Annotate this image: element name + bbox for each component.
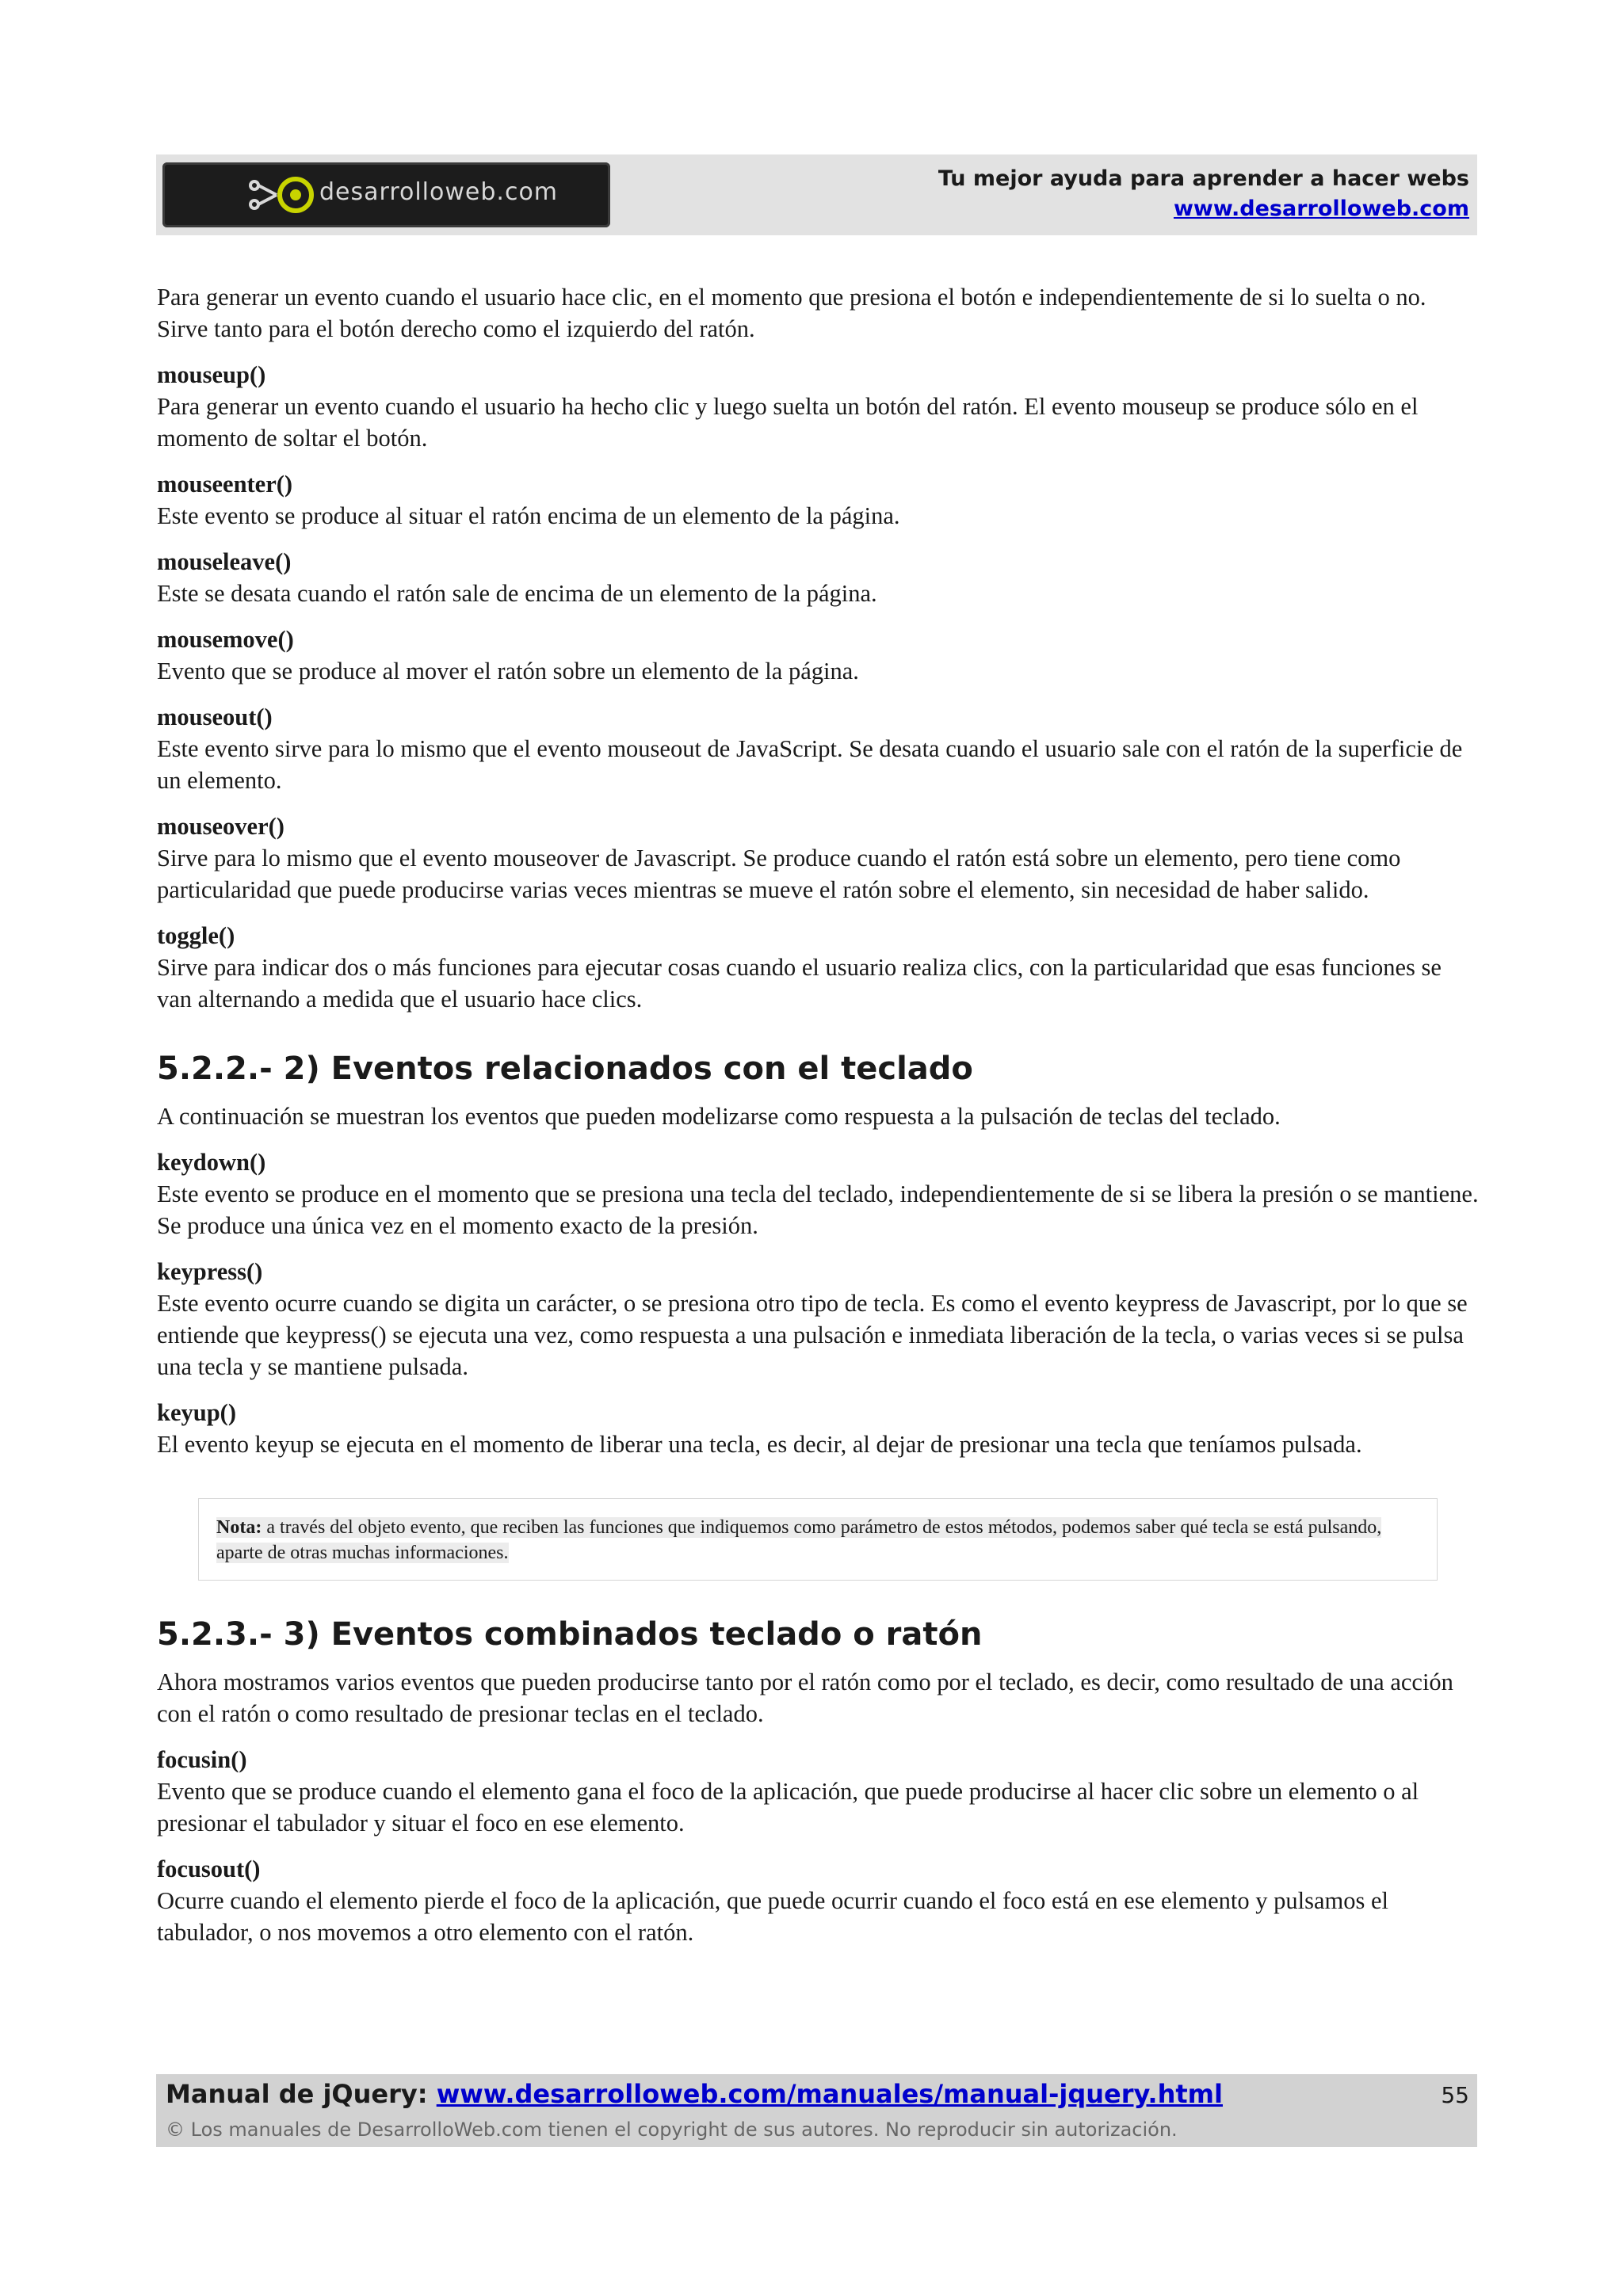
event-description: Este evento ocurre cuando se digita un carácter, o se presiona otro tipo de tecla. Es como el evento keypress de Javascript, por lo que se entiende que keypress() se ejecuta una vez, como respuesta a una pulsación e inmediata liberación de la tecla, o varias veces si se pulsa una tecla y se mantiene pulsada. — [157, 1290, 1468, 1380]
event-term: mouseout() — [157, 704, 273, 730]
event-description: Sirve para indicar dos o más funciones para ejecutar cosas cuando el usuario realiza clics, con la particularidad que esas funciones se van alternando a medida que el usuario hace clics. — [157, 954, 1442, 1013]
combined-events-list — [157, 1744, 1479, 1948]
event-term: focusout() — [157, 1855, 261, 1882]
event-description: Evento que se produce al mover el ratón sobre un elemento de la página. — [157, 658, 859, 685]
event-term: keyup() — [157, 1399, 236, 1426]
intro-paragraph: Para generar un evento cuando el usuario hace clic, en el momento que presiona el botón e independientemente de si lo suelta o no. Sirve tanto para el botón derecho como el izquierdo del ratón. — [157, 284, 1426, 342]
event-entry — [157, 468, 1479, 532]
event-entry — [157, 810, 1479, 906]
event-description: Sirve para lo mismo que el evento mouseover de Javascript. Se produce cuando el ratón está sobre un elemento, pero tiene como particularidad que puede producirse varias veces mientras se mueve el ratón sobre el elemento, sin necesidad de haber salido. — [157, 845, 1401, 903]
footer-copyright: © Los manuales de DesarrolloWeb.com tienen el copyright de sus autores. No reproducir sin autorización. — [166, 2119, 1178, 2141]
footer-manual-line — [166, 2079, 1223, 2109]
event-entry — [157, 701, 1479, 796]
note-body: a través del objeto evento, que reciben las funciones que indiquemos como parámetro de estos métodos, podemos saber qué tecla se está pulsando, aparte de otras muchas informaciones. — [216, 1517, 1382, 1563]
event-term: mouseup() — [157, 361, 266, 388]
event-description: Este evento se produce al situar el ratón encima de un elemento de la página. — [157, 502, 900, 529]
keyboard-events-list — [157, 1146, 1479, 1460]
event-description: Este evento sirve para lo mismo que el evento mouseout de JavaScript. Se desata cuando el usuario sale con el ratón de la superficie de un elemento. — [157, 735, 1463, 794]
event-term: mousemove() — [157, 626, 294, 653]
event-entry — [157, 1256, 1479, 1383]
event-description: Para generar un evento cuando el usuario ha hecho clic y luego suelta un botón del ratón. El evento mouseup se produce sólo en el momento de soltar el botón. — [157, 393, 1419, 452]
event-entry — [157, 359, 1479, 454]
note-label: Nota: — [216, 1517, 262, 1538]
footer-manual-label: Manual de jQuery: — [166, 2079, 428, 2109]
event-entry — [157, 1744, 1479, 1839]
logo-text: desarrolloweb.com — [319, 178, 559, 206]
page-number: 55 — [1441, 2082, 1469, 2108]
section-intro-keyboard: A continuación se muestran los eventos que pueden modelizarse como respuesta a la pulsación de teclas del teclado. — [157, 1103, 1281, 1130]
event-term: keypress() — [157, 1258, 263, 1285]
page-header — [156, 154, 1477, 235]
event-term: mouseover() — [157, 813, 285, 840]
note-text — [216, 1517, 1381, 1563]
event-term: keydown() — [157, 1149, 266, 1176]
event-term: toggle() — [157, 922, 235, 949]
event-entry — [157, 1146, 1479, 1241]
logo-icon — [239, 174, 318, 216]
event-entry — [157, 1853, 1479, 1948]
main-content — [157, 281, 1479, 1962]
event-entry — [157, 1397, 1479, 1460]
header-url-link[interactable]: www.desarrolloweb.com — [1173, 196, 1469, 221]
event-description: El evento keyup se ejecuta en el momento de liberar una tecla, es decir, al dejar de presionar una tecla que teníamos pulsada. — [157, 1431, 1362, 1458]
section-title-keyboard: 5.2.2.- 2) Eventos relacionados con el teclado — [157, 1051, 973, 1087]
event-term: focusin() — [157, 1746, 247, 1773]
section-intro-combined: Ahora mostramos varios eventos que pueden producirse tanto por el ratón como por el teclado, es decir, como resultado de una acción con el ratón o como resultado de presionar teclas en el teclado. — [157, 1669, 1453, 1727]
event-description: Este se desata cuando el ratón sale de encima de un elemento de la página. — [157, 580, 877, 607]
header-tagline-block — [938, 164, 1469, 224]
event-term: mouseleave() — [157, 548, 292, 575]
event-description: Ocurre cuando el elemento pierde el foco de la aplicación, que puede ocurrir cuando el foco está en ese elemento y pulsamos el tabulador, o nos movemos a otro elemento con el ratón. — [157, 1887, 1388, 1946]
event-entry — [157, 546, 1479, 609]
event-entry — [157, 624, 1479, 687]
footer-manual-link[interactable]: www.desarrolloweb.com/manuales/manual-jquery.html — [436, 2079, 1223, 2109]
note-box — [198, 1498, 1438, 1581]
event-term: mouseenter() — [157, 471, 293, 498]
event-description: Evento que se produce cuando el elemento gana el foco de la aplicación, que puede producirse al hacer clic sobre un elemento o al presionar el tabulador y situar el foco en ese elemento. — [157, 1778, 1419, 1836]
page-footer — [156, 2074, 1477, 2147]
event-description: Este evento se produce en el momento que se presiona una tecla del teclado, independientemente de si se libera la presión o se mantiene. Se produce una única vez en el momento exacto de la presión. — [157, 1180, 1479, 1239]
header-tagline: Tu mejor ayuda para aprender a hacer webs — [938, 166, 1469, 191]
event-entry — [157, 920, 1479, 1015]
mouse-events-list — [157, 359, 1479, 1015]
section-title-combined: 5.2.3.- 3) Eventos combinados teclado o ratón — [157, 1616, 983, 1653]
site-logo[interactable] — [162, 162, 610, 227]
